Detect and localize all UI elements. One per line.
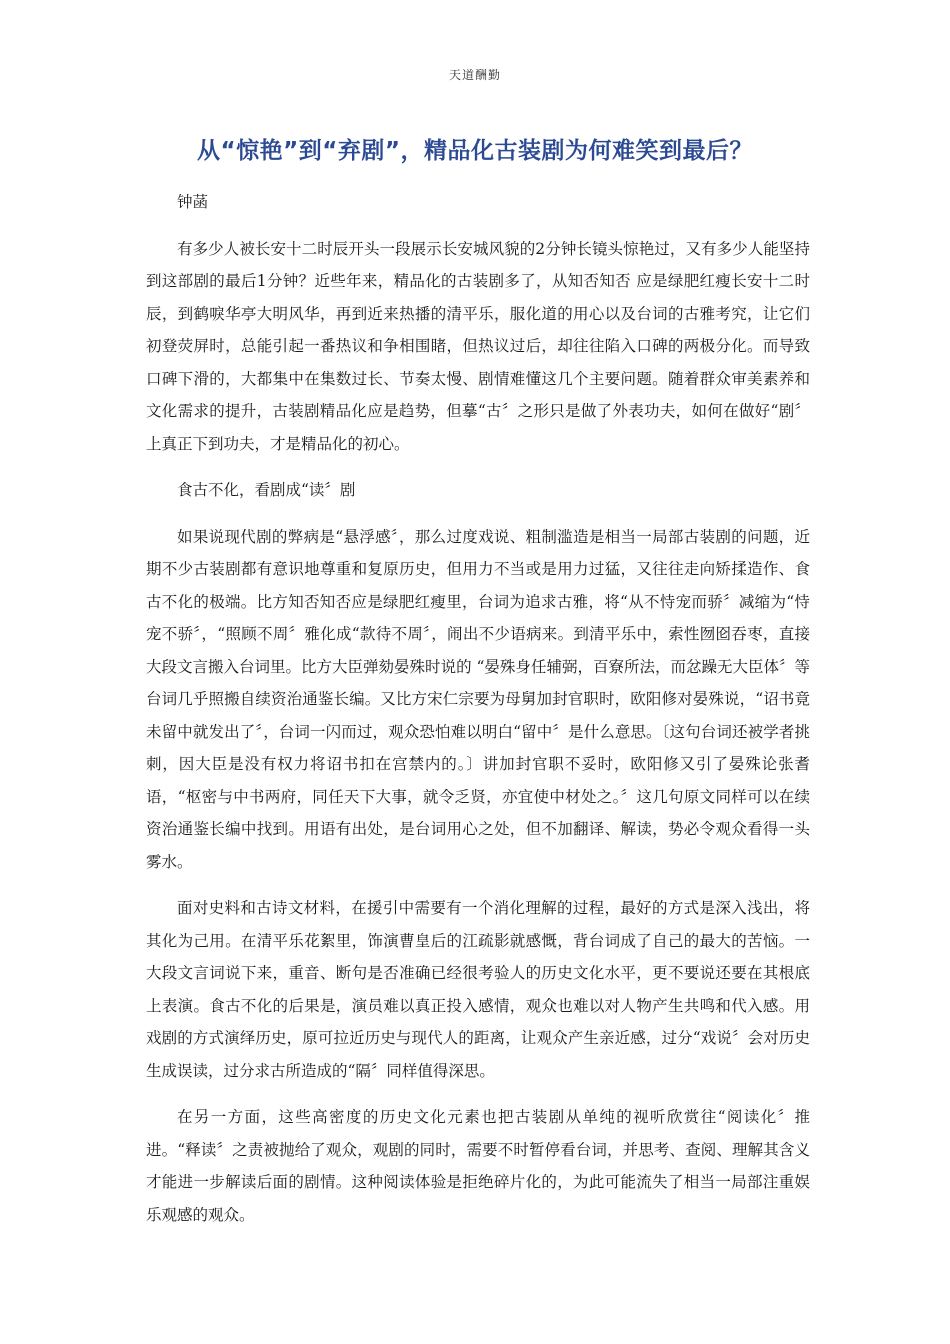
- body-paragraph: 在另一方面，这些高密度的历史文化元素也把古装剧从单纯的视听欣赏往“阅读化〞推进。“释读〞之责被抛给了观众，观剧的同时，需要不时暂停看台词，并思考、查阅、理解其含义才能进一步解读后面的剧情。这种阅读体验是拒绝碎片化的，为此可能流失了相当一局部注重娱乐观感的观众。: [146, 1108, 810, 1224]
- article-author: 钟菡: [177, 193, 209, 211]
- page-header: 天道酬勤: [448, 68, 501, 82]
- article-title: 从“惊艳”到“弃剧”，精品化古装剧为何难笑到最后？: [197, 138, 753, 164]
- body-paragraph: 如果说现代剧的弊病是“悬浮感〞，那么过度戏说、粗制滥造是相当一局部古装剧的问题，近期不少古装剧都有意识地尊重和复原历史，但用力不当或是用力过猛，又往往走向矫揉造作、食古不化的极端。比方知否知否应是绿肥红瘦里，台词为追求古雅，将“从不恃宠而骄〞减缩为“恃宠不骄〞，“照顾不周〞雅化成“款待不周〞，闹出不少语病来。到清平乐中，索性囫囵吞枣，直接大段文言搬入台词里。比方大臣弹劾晏殊时说的 “晏殊身任辅弼，百寮所法，而忿躁无大臣体〞等台词几乎照搬自续资治通鉴长编。又比方宋仁宗要为母舅加封官职时，欧阳修对晏殊说，“诏书竟未留中就发出了〞，台词一闪而过，观众恐怕难以明白“留中〞是什么意思。〔这句台词还被学者挑刺，因大臣是没有权力将诏书扣在宫禁内的。〕讲加封官职不妥时，欧阳修又引了晏殊论张耆语，“枢密与中书两府，同任天下大事，就令乏贤，亦宜使中材处之。〞这几句原文同样可以在续资治通鉴长编中找到。用语有出处，是台词用心之处，但不加翻译、解读，势必令观众看得一头雾水。: [146, 527, 810, 871]
- section-subheading: 食古不化，看剧成“读〞剧: [177, 481, 356, 499]
- intro-paragraph: 有多少人被长安十二时辰开头一段展示长安城风貌的2分钟长镜头惊艳过，又有多少人能坚持到这部剧的最后1分钟？近些年来，精品化的古装剧多了，从知否知否 应是绿肥红瘦长安十二时辰，到鹤唳华亭大明风华，再到近来热播的清平乐，服化道的用心以及台词的古雅考究，让它们初登荧屏时，总能引起一番热议和争相围睹，但热议过后，却往往陷入口碑的两极分化。而导致口碑下滑的，大都集中在集数过长、节奏太慢、剧情难懂这几个主要问题。随着群众审美素养和文化需求的提升，古装剧精品化应是趋势，但摹“古〞之形只是做了外表功夫，如何在做好“剧〞上真正下到功夫，才是精品化的初心。: [146, 239, 810, 453]
- article-body: [146, 186, 810, 1245]
- body-paragraph: 面对史料和古诗文材料，在援引中需要有一个消化理解的过程，最好的方式是深入浅出，将其化为己用。在清平乐花絮里，饰演曹皇后的江疏影就感慨，背台词成了自己的最大的苦恼。一大段文言词说下来，重音、断句是否准确已经很考验人的历史文化水平，更不要说还要在其根底上表演。食古不化的后果是，演员难以真正投入感情，观众也难以对人物产生共鸣和代入感。用戏剧的方式演绎历史，原可拉近历史与现代人的距离，让观众产生亲近感，过分“戏说〞会对历史生成误读，过分求古所造成的“隔〞同样值得深思。: [146, 899, 810, 1080]
